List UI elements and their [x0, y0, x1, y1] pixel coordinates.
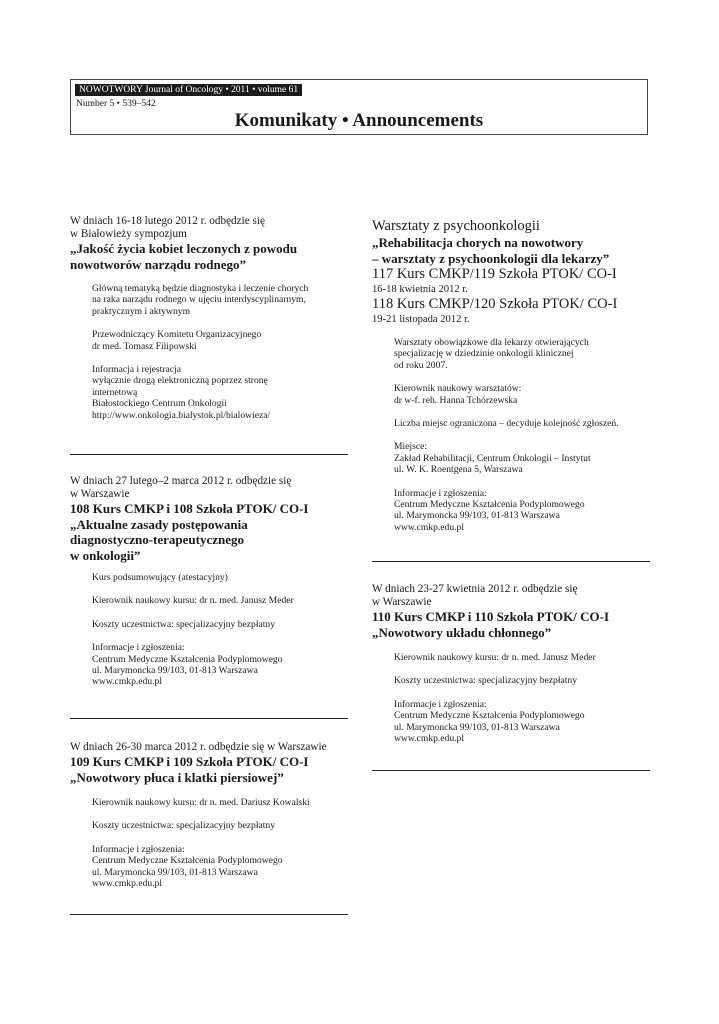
text-line: od roku 2007.	[394, 359, 448, 371]
course-date: 16-18 kwietnia 2012 r.	[372, 284, 468, 295]
paragraph	[394, 652, 650, 663]
journal-citation: NOWOTWORY Journal of Oncology • 2011 • volume 61	[75, 84, 302, 96]
text-line: Informacje i zgłoszenia:	[92, 642, 185, 654]
announcement-symposium	[70, 215, 348, 433]
announcement-body	[372, 337, 650, 533]
text-line: ul. W. K. Roentgena 5, Warszawa	[394, 464, 523, 476]
paragraph	[92, 595, 348, 606]
text-line: internetową	[92, 386, 138, 398]
page-title: Komunikaty • Announcements	[234, 110, 484, 131]
text-line: Informacja i rejestracja	[92, 364, 181, 376]
text-line: Centrum Medyczne Kształcenia Podyplomowego	[394, 499, 585, 511]
text-line: ul. Marymoncka 99/103, 01-813 Warszawa	[92, 866, 258, 878]
announcement-title: w onkologii”	[70, 547, 141, 563]
announcement-title: „Rehabilitacja chorych na nowotwory	[372, 235, 584, 250]
left-column	[70, 215, 348, 915]
text-line: dr w-f. reh. Hanna Tchórzewska	[394, 394, 518, 406]
announcement-title: 108 Kurs CMKP i 108 Szkoła PTOK/ CO-I	[70, 501, 309, 516]
text-line: Koszty uczestnictwa: specjalizacyjny bezpłatny	[92, 820, 276, 832]
announcement-title: 110 Kurs CMKP i 110 Szkoła PTOK/ CO-I	[372, 609, 610, 624]
section-divider	[372, 770, 650, 771]
right-column	[372, 218, 650, 778]
paragraph	[92, 619, 348, 630]
announcement-title: 109 Kurs CMKP i 109 Szkoła PTOK/ CO-I	[70, 754, 309, 769]
announcement-intro: w Warszawie	[372, 596, 432, 608]
announcement-intro: W dniach 26-30 marca 2012 r. odbędzie się w Warszawie	[70, 741, 327, 753]
text-line: praktycznym i aktywnym	[92, 305, 191, 317]
section-divider	[70, 454, 348, 455]
paragraph	[92, 844, 348, 890]
text-line: Białostockiego Centrum Onkologii	[92, 398, 227, 410]
journal-header	[70, 79, 648, 135]
announcement-intro: W dniach 23-27 kwietnia 2012 r. odbędzie się	[372, 583, 578, 595]
announcement-body	[70, 572, 348, 688]
section-divider	[70, 718, 348, 719]
announcement-course-108	[70, 475, 348, 700]
announcement-body	[70, 797, 348, 889]
announcement-course-109	[70, 741, 348, 901]
announcement-title: „Aktualne zasady postępowania	[70, 516, 248, 532]
workshop-kicker: Warsztaty z psychoonkologii	[372, 218, 540, 234]
text-line: Centrum Medyczne Kształcenia Podyplomowego	[394, 710, 585, 722]
paragraph	[92, 329, 348, 352]
text-line: specjalizację w dziedzinie onkologii klinicznej	[394, 348, 574, 360]
text-line: ul. Marymoncka 99/103, 01-813 Warszawa	[394, 510, 560, 522]
text-line: Warsztaty obowiązkowe dla lekarzy otwierających	[394, 337, 589, 348]
text-line: Informacje i zgłoszenia:	[92, 843, 185, 855]
announcement-title: „Jakość życia kobiet leczonych z powodu	[70, 241, 298, 256]
paragraph	[92, 642, 348, 688]
text-line: ul. Marymoncka 99/103, 01-813 Warszawa	[394, 721, 560, 733]
text-line: www.cmkp.edu.pl	[394, 521, 464, 533]
text-line: Kierownik naukowy kursu: dr n. med. Dariusz Kowalski	[92, 797, 310, 808]
paragraph	[394, 488, 650, 534]
paragraph	[394, 699, 650, 745]
paragraph	[92, 572, 348, 583]
text-line: Liczba miejsc ograniczona – decyduje kolejność zgłoszeń.	[394, 418, 619, 430]
text-line: www.cmkp.edu.pl	[92, 676, 162, 688]
announcement-body	[70, 283, 348, 421]
text-line: Główną tematyką będzie diagnostyka i leczenie chorych	[92, 283, 309, 294]
text-line: dr med. Tomasz Filipowski	[92, 340, 197, 352]
paragraph	[394, 383, 650, 406]
announcement-title: nowotworów narządu rodnego”	[70, 256, 246, 272]
text-line: Informacje i zgłoszenia:	[394, 487, 487, 499]
text-line: www.cmkp.edu.pl	[92, 878, 162, 890]
text-line: ul. Marymoncka 99/103, 01-813 Warszawa	[92, 665, 258, 677]
announcement-workshops	[372, 218, 650, 545]
paragraph	[394, 675, 650, 686]
announcement-intro: W dniach 16-18 lutego 2012 r. odbędzie się	[70, 215, 265, 227]
text-line: Informacje i zgłoszenia:	[394, 698, 487, 710]
text-line: Kierownik naukowy kursu: dr n. med. Janusz Meder	[394, 652, 596, 663]
text-line: Kierownik naukowy warsztatów:	[394, 383, 522, 395]
text-line: Centrum Medyczne Kształcenia Podyplomowego	[92, 653, 283, 665]
text-line: Przewodniczący Komitetu Organizacyjnego	[92, 329, 262, 341]
paragraph	[394, 441, 650, 475]
section-divider	[372, 561, 650, 562]
paragraph	[92, 797, 348, 808]
paragraph	[92, 820, 348, 831]
announcement-title: – warsztaty z psychoonkologii dla lekarzy”	[372, 250, 610, 266]
text-line: Koszty uczestnictwa: specjalizacyjny bezpłatny	[394, 675, 578, 687]
text-line: Kierownik naukowy kursu: dr n. med. Janusz Meder	[92, 595, 294, 607]
text-line: wyłącznie drogą elektroniczną poprzez stronę	[92, 375, 268, 387]
text-line: Kurs podsumowujący (atestacyjny)	[92, 572, 228, 583]
announcement-intro: W dniach 27 lutego–2 marca 2012 r. odbędzie się	[70, 475, 292, 487]
announcement-title: „Nowotwory układu chłonnego”	[372, 624, 552, 640]
announcement-title: „Nowotwory płuca i klatki piersiowej”	[70, 769, 284, 785]
text-line: Zakład Rehabilitacji, Centrum Onkologii – Instytut	[394, 452, 591, 464]
text-line: Centrum Medyczne Kształcenia Podyplomowego	[92, 855, 283, 867]
issue-number: Number 5 • 539–542	[76, 99, 156, 109]
text-line: http://www.onkologia.bialystok.pl/bialowieza/	[92, 409, 271, 421]
paragraph	[92, 364, 348, 421]
announcement-body	[372, 652, 650, 744]
text-line: Miejsce:	[394, 441, 428, 453]
announcement-intro: w Białowieży sympozjum	[70, 228, 187, 240]
course-name: 117 Kurs CMKP/119 Szkoła PTOK/ CO-I	[372, 266, 617, 282]
text-line: www.cmkp.edu.pl	[394, 733, 464, 745]
announcement-intro: w Warszawie	[70, 488, 130, 500]
paragraph	[92, 283, 348, 317]
section-divider	[70, 914, 348, 915]
course-name: 118 Kurs CMKP/120 Szkoła PTOK/ CO-I	[372, 296, 618, 312]
paragraph	[394, 418, 650, 429]
paragraph	[394, 337, 650, 371]
text-line: Koszty uczestnictwa: specjalizacyjny bezpłatny	[92, 618, 276, 630]
text-line: na raka narządu rodnego w ujęciu interdyscyplinarnym,	[92, 294, 306, 306]
announcement-course-110	[372, 583, 650, 756]
course-date: 19-21 listopada 2012 r.	[372, 314, 470, 325]
announcement-title: diagnostyczno-terapeutycznego	[70, 532, 245, 547]
